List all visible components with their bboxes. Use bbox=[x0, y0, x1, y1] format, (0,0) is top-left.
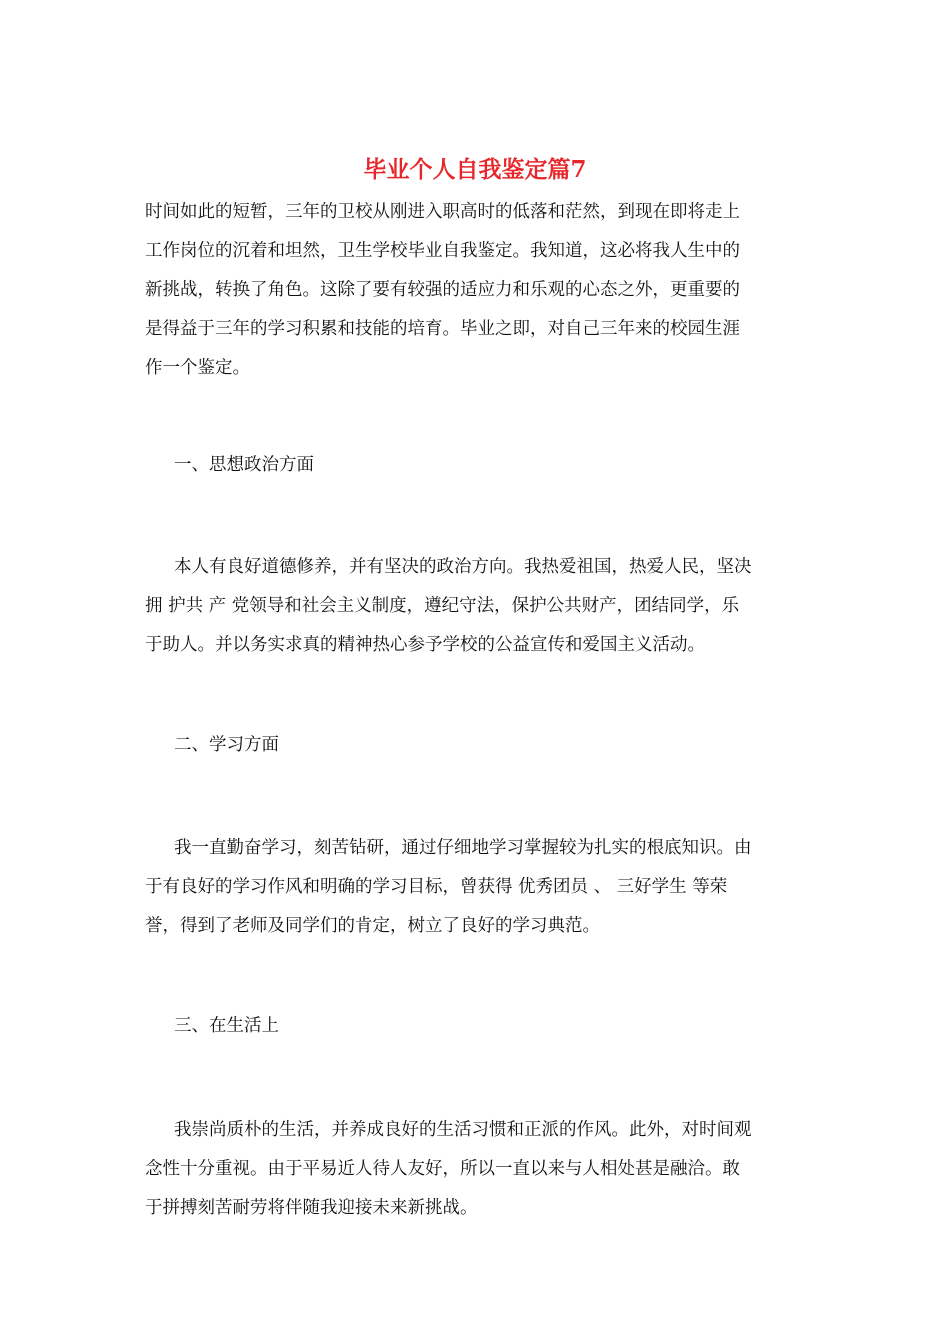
paragraph-line: 念性十分重视。由于平易近人待人友好，所以一直以来与人相处甚是融洽。敢 bbox=[145, 1159, 740, 1179]
paragraph-line: 拥 护共 产 党领导和社会主义制度，遵纪守法，保护公共财产，团结同学，乐 bbox=[145, 596, 740, 616]
paragraph-line: 作一个鉴定。 bbox=[145, 358, 250, 378]
section-heading-life: 三、在生活上 bbox=[174, 1016, 279, 1036]
section-heading-ideology: 一、思想政治方面 bbox=[174, 455, 314, 475]
section-paragraph-study bbox=[145, 829, 809, 946]
paragraph-line: 工作岗位的沉着和坦然，卫生学校毕业自我鉴定。我知道，这必将我人生中的 bbox=[145, 241, 740, 261]
paragraph-line: 我一直勤奋学习，刻苦钻研，通过仔细地学习掌握较为扎实的根底知识。由 bbox=[174, 838, 752, 858]
paragraph-line: 时间如此的短暂，三年的卫校从刚进入职高时的低落和茫然，到现在即将走上 bbox=[145, 202, 740, 222]
section-heading-study: 二、学习方面 bbox=[174, 735, 279, 755]
paragraph-line: 于有良好的学习作风和明确的学习目标，曾获得 优秀团员 、 三好学生 等荣 bbox=[145, 877, 728, 897]
document-title: 毕业个人自我鉴定篇7 bbox=[363, 156, 587, 183]
paragraph-line: 是得益于三年的学习积累和技能的培育。毕业之即，对自己三年来的校园生涯 bbox=[145, 319, 740, 339]
intro-paragraph bbox=[145, 193, 809, 388]
paragraph-line: 本人有良好道德修养，并有坚决的政治方向。我热爱祖国，热爱人民，坚决 bbox=[174, 557, 752, 577]
paragraph-line: 我崇尚质朴的生活，并养成良好的生活习惯和正派的作风。此外，对时间观 bbox=[174, 1120, 752, 1140]
paragraph-line: 于助人。并以务实求真的精神热心参予学校的公益宣传和爱国主义活动。 bbox=[145, 635, 705, 655]
section-paragraph-life bbox=[145, 1111, 809, 1228]
paragraph-line: 誉，得到了老师及同学们的肯定，树立了良好的学习典范。 bbox=[145, 916, 600, 936]
paragraph-line: 新挑战，转换了角色。这除了要有较强的适应力和乐观的心态之外，更重要的 bbox=[145, 280, 740, 300]
section-paragraph-ideology bbox=[145, 548, 809, 665]
paragraph-line: 于拼搏刻苦耐劳将伴随我迎接未来新挑战。 bbox=[145, 1198, 478, 1218]
